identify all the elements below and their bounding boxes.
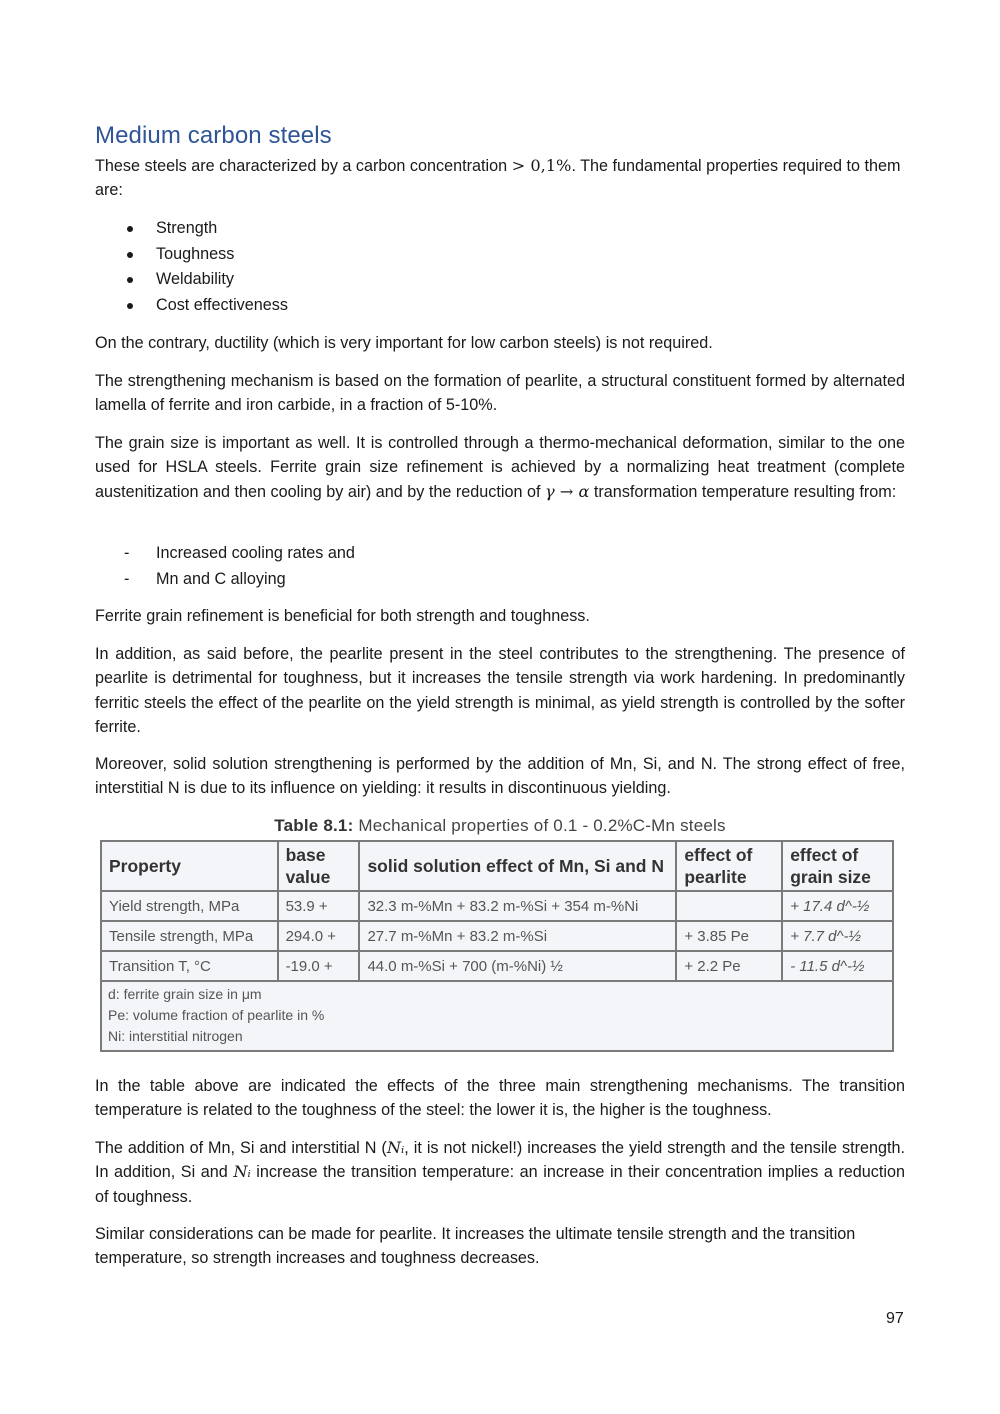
table-row: [101, 951, 893, 981]
table-cell: Tensile strength, MPa: [101, 921, 278, 951]
table-cell: - 11.5 d^-½: [782, 951, 893, 981]
list-item: Strength: [95, 216, 288, 242]
factors-list: [95, 541, 355, 592]
table-cell: 44.0 m-%Si + 700 (m-%Ni) ½: [359, 951, 676, 981]
solid-solution-paragraph: Moreover, solid solution strengthening is performed by the addition of Mn, Si, and N. The strong effect of free, interstitial N is due to its influence on yielding: it results in discontinuous yielding.: [95, 755, 905, 798]
table-cell: + 17.4 d^-½: [782, 891, 893, 921]
table-figure: [100, 816, 900, 1052]
table-explanation-paragraph: In the table above are indicated the effects of the three main strengthening mechanisms. The transition temperature is related to the toughness of the steel: the lower it is, the higher is the toughness.: [95, 1077, 905, 1120]
section-heading: Medium carbon steels: [95, 122, 332, 149]
list-item: Cost effectiveness: [95, 293, 288, 319]
header-cell: effect of grain size: [782, 841, 893, 891]
bullet-icon: [127, 226, 133, 232]
interstitial-n-math: Nᵢ: [386, 1138, 405, 1157]
table-cell: Yield strength, MPa: [101, 891, 278, 921]
note-line: Pe: volume fraction of pearlite in %: [108, 1007, 325, 1023]
carbon-math: > 0,1%: [511, 156, 572, 175]
table-cell: 53.9 +: [278, 891, 360, 921]
table-notes: [101, 981, 893, 1051]
dash-marker: -: [124, 544, 130, 562]
table-cell: [676, 891, 782, 921]
grain-paragraph: The grain size is important as well. It is controlled through a thermo-mechanical deformation, similar to the one used for HSLA steels. Ferrite grain size refinement is achieved by a normalizing heat treatment (complete austenitization and then cooling by air) and by the reduction of γ → α transformation temperature resulting from:: [95, 434, 905, 501]
table-row: [101, 921, 893, 951]
list-item: Weldability: [95, 267, 288, 293]
bullet-icon: [127, 303, 133, 309]
header-cell: solid solution effect of Mn, Si and N: [359, 841, 676, 891]
table-row: [101, 891, 893, 921]
table-cell: -19.0 +: [278, 951, 360, 981]
refinement-paragraph: Ferrite grain refinement is beneficial for both strength and toughness.: [95, 607, 590, 625]
page-number: 97: [886, 1310, 904, 1327]
table-caption: Table 8.1: Mechanical properties of 0.1 - 0.2%C-Mn steels: [274, 816, 726, 835]
table-cell: 294.0 +: [278, 921, 360, 951]
similar-paragraph: Similar considerations can be made for pearlite. It increases the ultimate tensile strength and the transition temperature, so strength increases and toughness decreases.: [95, 1225, 856, 1268]
note-line: d: ferrite grain size in μm: [108, 986, 262, 1002]
dash-marker: -: [124, 569, 130, 588]
properties-table: [100, 840, 894, 1052]
bullet-icon: [127, 277, 133, 283]
pearlite-paragraph: The strengthening mechanism is based on the formation of pearlite, a structural constituent formed by alternated lamella of ferrite and iron carbide, in a fraction of 5-10%.: [95, 372, 905, 415]
table-cell: + 2.2 Pe: [676, 951, 782, 981]
list-item: - Mn and C alloying: [95, 567, 355, 593]
list-item: - Increased cooling rates and: [95, 541, 355, 567]
bullet-icon: [127, 252, 133, 258]
interstitial-n-math: Nᵢ: [233, 1162, 251, 1182]
table-cell: 32.3 m-%Mn + 83.2 m-%Si + 354 m-%Ni: [359, 891, 676, 921]
note-line: Ni: interstitial nitrogen: [108, 1028, 243, 1044]
mn-si-paragraph: The addition of Mn, Si and interstitial N (Nᵢ, it is not nickel!) increases the yield strength and the tensile strength. In addition, Si and Nᵢ increase the transition temperature: an increase in their concentration implies a reduction of toughness.: [95, 1138, 905, 1206]
table-cell: 27.7 m-%Mn + 83.2 m-%Si: [359, 921, 676, 951]
header-cell: effect of pearlite: [676, 841, 782, 891]
table-cell: + 3.85 Pe: [676, 921, 782, 951]
table-cell: Transition T, °C: [101, 951, 278, 981]
header-cell: Property: [101, 841, 278, 891]
intro-paragraph: These steels are characterized by a carbon concentration > 0,1%. The fundamental properties required to them are:: [95, 156, 901, 200]
ductility-paragraph: On the contrary, ductility (which is very important for low carbon steels) is not required.: [95, 334, 713, 352]
list-item: Toughness: [95, 242, 288, 268]
header-cell: base value: [278, 841, 360, 891]
properties-list: [95, 216, 288, 318]
table-notes-row: [101, 981, 893, 1051]
table-header-row: [101, 841, 893, 891]
addition-paragraph: In addition, as said before, the pearlite present in the steel contributes to the strengthening. The presence of pearlite is detrimental for toughness, but it increases the tensile strength via work hardening. In predominantly ferritic steels the effect of the pearlite on the yield strength is minimal, as yield strength is controlled by the softer ferrite.: [95, 645, 905, 737]
table-cell: + 7.7 d^-½: [782, 921, 893, 951]
transformation-math: γ → α: [544, 481, 590, 501]
